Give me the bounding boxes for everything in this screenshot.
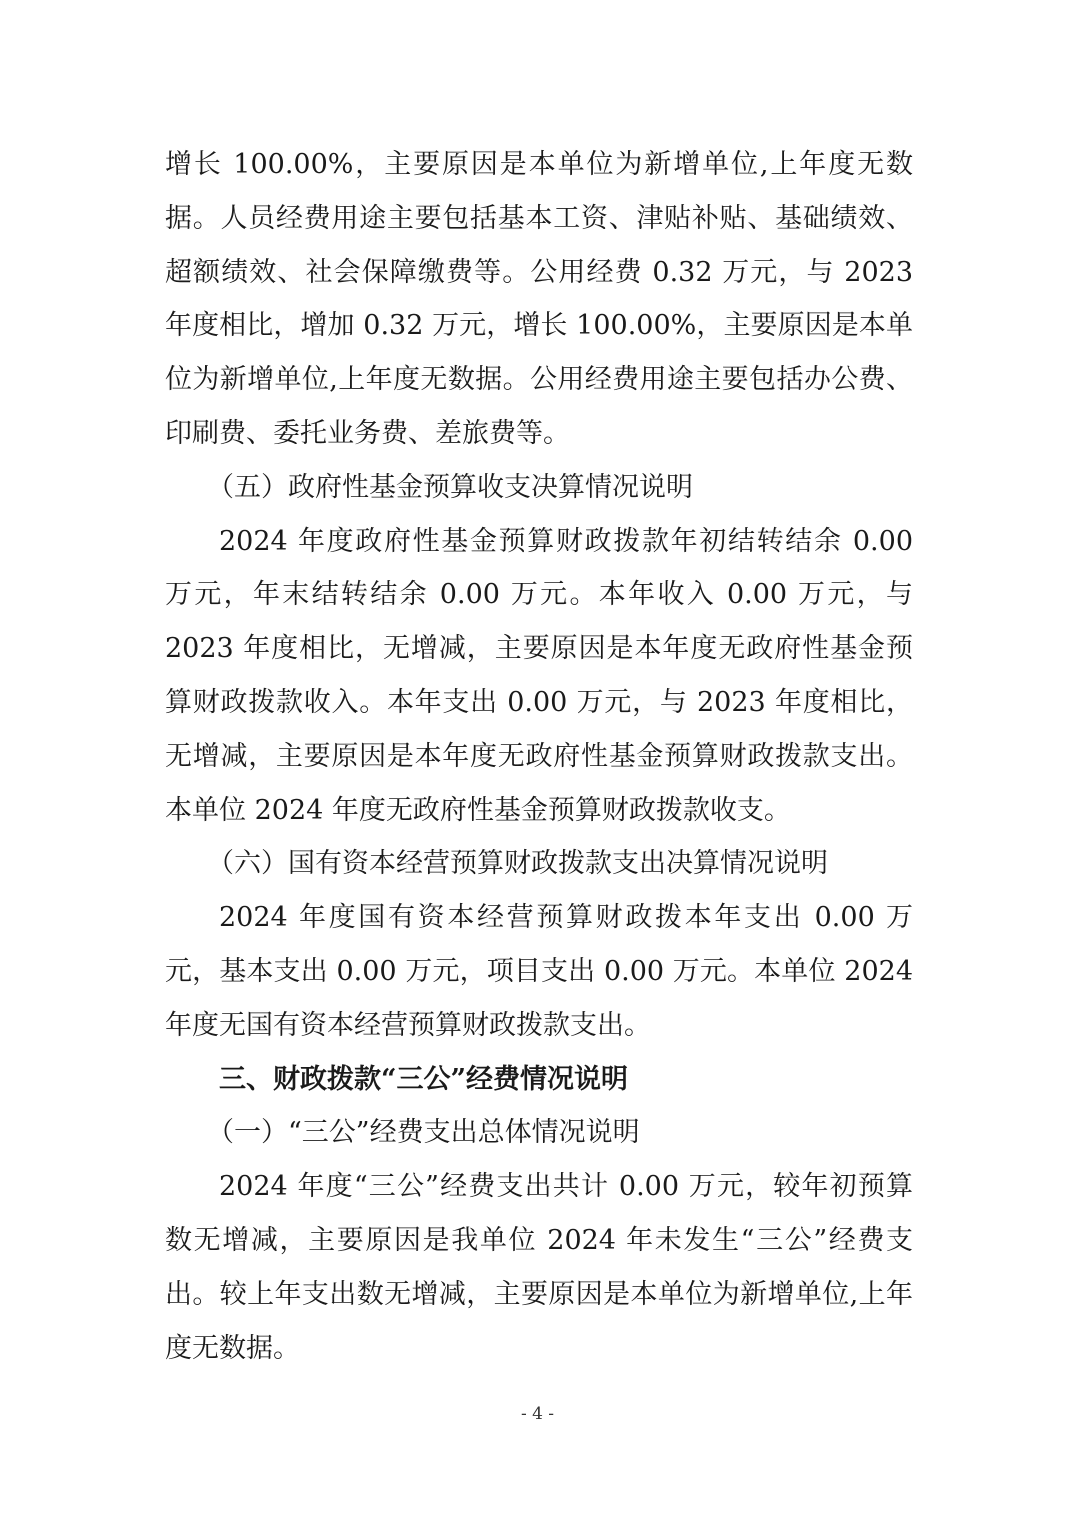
page-number: - 4 -: [520, 1404, 555, 1424]
body-text: [165, 138, 913, 1375]
paragraph-government-fund-budget: 2024 年度政府性基金预算财政拨款年初结转结余 0.00 万元，年末结转结余 0.00 万元。本年收入 0.00 万元，与 2023 年度相比，无增减，主要原因是本年度无政府性基金预算财政拨款收入。本年支出 0.00 万元，与 2023 年度相比，无增减，主要原因是本年度无政府性基金预算财政拨款支出。本单位 2024 年度无政府性基金预算财政拨款收支。: [165, 525, 913, 826]
paragraph-three-public-overall: 2024 年度“三公”经费支出共计 0.00 万元，较年初预算数无增减，主要原因是我单位 2024 年未发生“三公”经费支出。较上年支出数无增减，主要原因是本单位为新增单位,上年度无数据。: [165, 1171, 913, 1364]
paragraph-personnel-public-expenses: 增长 100.00%，主要原因是本单位为新增单位,上年度无数据。人员经费用途主要包括基本工资、津贴补贴、基础绩效、超额绩效、社会保障缴费等。公用经费 0.32 万元，与 2023 年度相比，增加 0.32 万元，增长 100.00%，主要原因是本单位为新增单位,上年度无数据。公用经费用途主要包括办公费、印刷费、委托业务费、差旅费等。: [165, 149, 913, 449]
heading-government-fund-budget: （五）政府性基金预算收支决算情况说明: [207, 471, 693, 503]
paragraph-state-capital-budget: 2024 年度国有资本经营预算财政拨本年支出 0.00 万元，基本支出 0.00 万元，项目支出 0.00 万元。本单位 2024 年度无国有资本经营预算财政拨款支出。: [165, 902, 913, 1041]
heading-three-public-expenses: 三、财政拨款“三公”经费情况说明: [219, 1063, 629, 1095]
heading-state-capital-budget: （六）国有资本经营预算财政拨款支出决算情况说明: [207, 848, 828, 880]
heading-three-public-overall: （一）“三公”经费支出总体情况说明: [207, 1117, 640, 1149]
